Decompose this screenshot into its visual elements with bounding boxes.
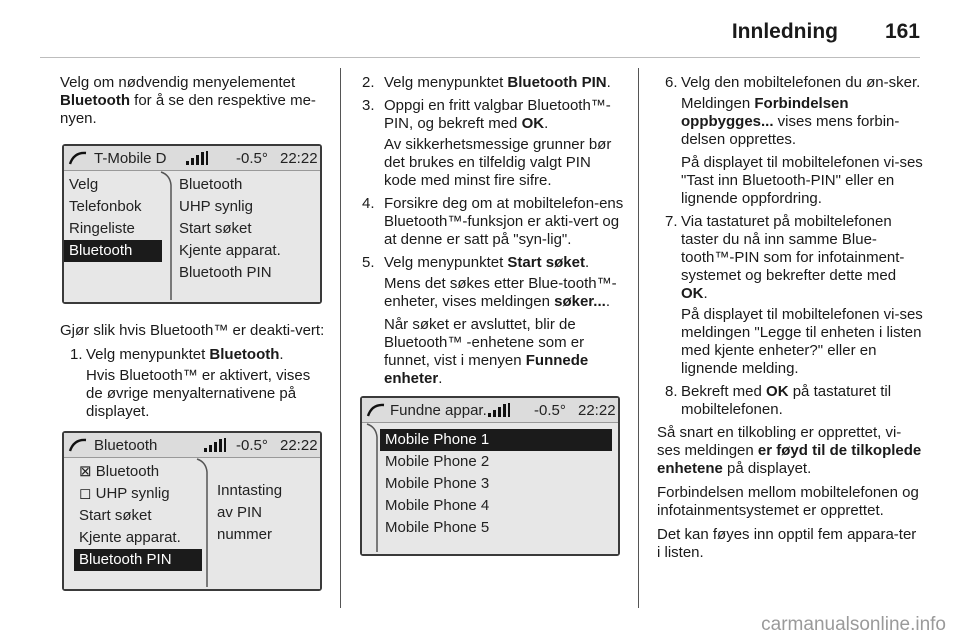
- info-line: nummer: [217, 526, 273, 543]
- display-status-bar: [64, 433, 320, 458]
- display-time: 22:22: [280, 150, 318, 167]
- page-number: 161: [884, 20, 920, 43]
- display-temperature: -0.5°: [236, 437, 268, 454]
- step-3-note: Av sikkerhetsmessige grunner bør det brukes en tilfeldig valgt PIN kode med minst fire sifre.: [384, 136, 612, 189]
- display-left-menu: [64, 174, 162, 262]
- display-top-label: Bluetooth: [94, 437, 158, 454]
- display-screen-bluetooth-menu: [62, 144, 322, 304]
- menu-separator: [196, 458, 210, 587]
- step-2: 2. Velg menypunktet Bluetooth PIN.: [362, 74, 611, 91]
- display-screen-bluetooth-submenu: [62, 431, 322, 591]
- display-top-label: Fundne appar.: [390, 402, 487, 419]
- menu-item[interactable]: Start søket: [79, 507, 152, 524]
- paragraph-connection-message: Så snart en tilkobling er opprettet, vi-ses meldingen er føyd til de tilkoplede enhetene på displayet.: [657, 424, 922, 477]
- signal-strength-icon: [204, 438, 228, 452]
- device-item[interactable]: Mobile Phone 4: [385, 497, 490, 514]
- signal-strength-icon: [488, 403, 512, 417]
- display-screen-found-devices: [360, 396, 620, 556]
- menu-item-checkbox[interactable]: ◻ UHP synlig: [79, 485, 170, 502]
- device-item[interactable]: Mobile Phone 3: [385, 475, 490, 492]
- page-header: [0, 0, 960, 60]
- menu-item[interactable]: Velg: [69, 176, 99, 193]
- submenu-item[interactable]: UHP synlig: [179, 198, 253, 215]
- menu-item[interactable]: Telefonbok: [69, 198, 142, 215]
- device-item[interactable]: Mobile Phone 2: [385, 453, 490, 470]
- paragraph-connection-established: Forbindelsen mellom mobiltelefonen og infotainmentsystemet er opprettet.: [657, 484, 919, 519]
- step-8: 8. Bekreft med OK på tastaturet til mobiltelefonen.: [665, 383, 892, 418]
- step-6-note-2: På displayet til mobiltelefonen vi-ses "Tast inn Bluetooth-PIN" eller en lignende oppfordring.: [681, 154, 923, 207]
- column-divider-2: [638, 68, 639, 608]
- display-time: 22:22: [280, 437, 318, 454]
- display-status-bar: [362, 398, 618, 423]
- intro-paragraph: Velg om nødvendig menyelementet Bluetooth for å se den respektive me-nyen.: [60, 74, 316, 127]
- step-7: 7. Via tastaturet på mobiltelefonen taster du nå inn samme Blue-tooth™-PIN som for infotainment-systemet og bekrefter dette med OK. På displayet til mobiltelefonen vi-ses meldingen "Legge til enheten i listen med kjente enheter?" eller en lignende melding.: [665, 213, 923, 377]
- display-body: [362, 423, 618, 554]
- header-rule: [40, 57, 920, 58]
- menu-item-selected[interactable]: Bluetooth: [64, 240, 162, 262]
- step-5-note: Mens det søkes etter Blue-tooth™-enheter, vises meldingen søker....: [384, 275, 617, 310]
- phone-wave-icon: [68, 437, 88, 453]
- column-2: [360, 74, 624, 556]
- display-left-menu: [74, 461, 202, 571]
- step-3: 3. Oppgi en fritt valgbar Bluetooth™-PIN, og bekreft med OK. Av sikkerhetsmessige grunner bør det brukes en tilfeldig valgt PIN kode med minst fire sifre.: [360, 97, 624, 190]
- menu-item-checkbox[interactable]: ⊠ Bluetooth: [79, 463, 160, 480]
- step-7-note: På displayet til mobiltelefonen vi-ses meldingen "Legge til enheten i listen med kjente enheter?" eller en lignende melding.: [681, 306, 923, 377]
- step-1-note: Hvis Bluetooth™ er aktivert, vises de øvrige menyalternativene på displayet.: [86, 367, 311, 420]
- display-status-bar: [64, 146, 320, 171]
- display-info-text: [212, 480, 312, 546]
- phone-wave-icon: [68, 150, 88, 166]
- step-4: 4. Forsikre deg om at mobiltelefon-ens Bluetooth™-funksjon er akti-vert og at denne er satt på "syn-lig".: [362, 195, 624, 248]
- display-top-label: T-Mobile D: [94, 150, 167, 167]
- step-1: 1. Velg menypunktet Bluetooth. Hvis Bluetooth™ er aktivert, vises de øvrige menyalternativene på displayet.: [60, 346, 326, 421]
- submenu-item[interactable]: Start søket: [179, 220, 252, 237]
- display-temperature: -0.5°: [236, 150, 268, 167]
- submenu-item[interactable]: Kjente apparat.: [179, 242, 281, 259]
- submenu-item[interactable]: Bluetooth PIN: [179, 264, 272, 281]
- menu-separator: [366, 423, 380, 552]
- menu-item[interactable]: Kjente apparat.: [79, 529, 181, 546]
- paragraph-device-limit: Det kan føyes inn opptil fem appara-ter i listen.: [657, 526, 917, 561]
- display-body: [64, 458, 320, 589]
- phone-wave-icon: [366, 402, 386, 418]
- device-item-selected[interactable]: Mobile Phone 1: [380, 429, 612, 451]
- step-5: 5. Velg menypunktet Start søket. Mens det søkes etter Blue-tooth™-enheter, vises meldingen søker.... Når søket er avsluttet, blir de Bluetooth™ -enhetene som er funnet, vist i menyen Funnede enheter.: [360, 254, 624, 388]
- step-6-note: Meldingen Forbindelsen oppbygges... vises mens forbin-delsen opprettes.: [681, 95, 900, 148]
- display-right-menu: [174, 174, 314, 284]
- menu-separator: [160, 171, 174, 300]
- watermark: carmanualsonline.info: [761, 614, 946, 635]
- step-6: 6. Velg den mobiltelefonen du øn-sker. Meldingen Forbindelsen oppbygges... vises mens forbin-delsen opprettes. På displayet til mobiltelefonen vi-ses "Tast inn Bluetooth-PIN" eller en lignende oppfordring.: [665, 74, 923, 207]
- info-line: Inntasting: [217, 482, 283, 499]
- submenu-item[interactable]: Bluetooth: [179, 176, 243, 193]
- display-body: [64, 171, 320, 302]
- column-3: [657, 74, 923, 568]
- page-title: Innledning: [731, 20, 838, 43]
- column-1: [60, 74, 326, 591]
- display-temperature: -0.5°: [534, 402, 566, 419]
- found-devices-list: [380, 429, 612, 539]
- display-time: 22:22: [578, 402, 616, 419]
- condition-paragraph: Gjør slik hvis Bluetooth™ er deakti-vert:: [60, 322, 325, 339]
- menu-item[interactable]: Ringeliste: [69, 220, 135, 237]
- info-line: av PIN: [217, 504, 263, 521]
- column-divider-1: [340, 68, 341, 608]
- step-5-note-2: Når søket er avsluttet, blir de Bluetooth™ -enhetene som er funnet, vist i menyen Funnede enheter.: [384, 316, 589, 387]
- signal-strength-icon: [186, 151, 210, 165]
- device-item[interactable]: Mobile Phone 5: [385, 519, 490, 536]
- menu-item-selected[interactable]: Bluetooth PIN: [74, 549, 202, 571]
